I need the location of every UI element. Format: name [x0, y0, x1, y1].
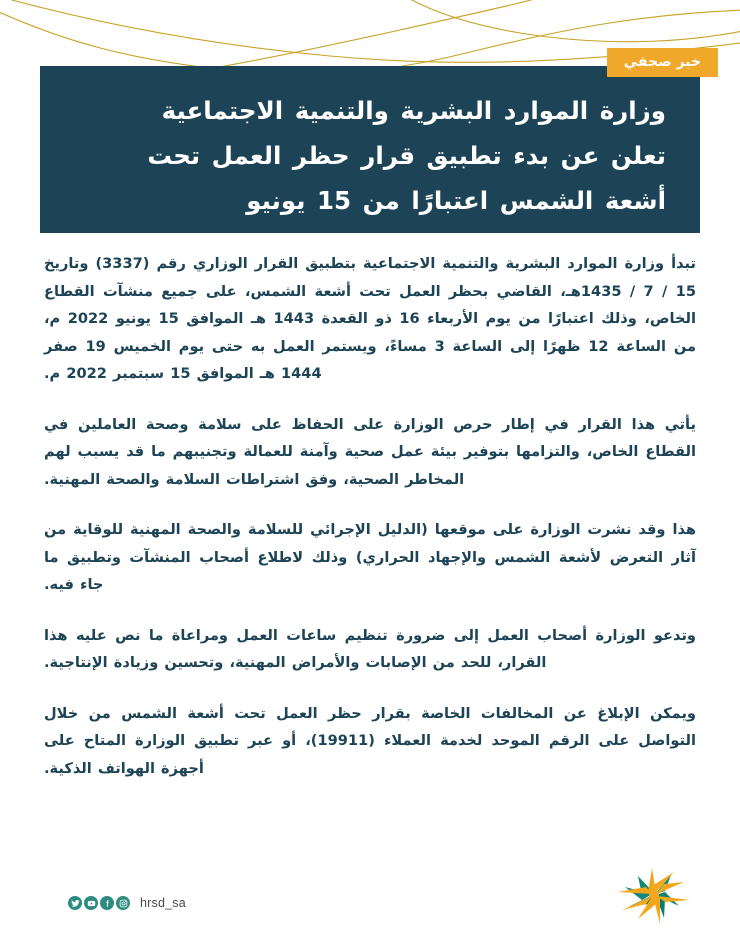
- headline-line-1: وزارة الموارد البشرية والتنمية الاجتماعية: [161, 96, 666, 125]
- page-title: [74, 88, 666, 223]
- paragraph-4: وتدعو الوزارة أصحاب العمل إلى ضرورة تنظيم ساعات العمل ومراعاة ما نص عليه هذا القرار، للحد من الإصابات والأمراض المهنية، وتحسين وزيادة الإنتاجية.: [44, 626, 696, 671]
- headline-line-2: تعلن عن بدء تطبيق قرار حظر العمل تحت: [147, 141, 666, 170]
- header-banner: [40, 66, 700, 233]
- paragraph-5: ويمكن الإبلاغ عن المخالفات الخاصة بقرار حظر العمل تحت أشعة الشمس من خلال التواصل على الرقم الموحد لخدمة العملاء (19911)، أو عبر تطبيق الوزارة المتاح على أجهزة الهواتف الذكية.: [44, 704, 696, 777]
- facebook-icon[interactable]: [100, 896, 114, 910]
- body-content: [44, 250, 696, 782]
- paragraph-3: هذا وقد نشرت الوزارة على موقعها (الدليل الإجرائي للسلامة والصحة المهنية للوقاية من آثار التعرض لأشعة الشمس والإجهاد الحراري) وذلك لاطلاع أصحاب المنشآت وتطبيق ما جاء فيه.: [44, 521, 696, 593]
- ministry-logo: [608, 864, 700, 926]
- youtube-icon[interactable]: [84, 896, 98, 910]
- press-release-badge: خبر صحفي: [607, 48, 718, 77]
- instagram-icon[interactable]: [116, 896, 130, 910]
- paragraph-1: تبدأ وزارة الموارد البشرية والتنمية الاجتماعية بتطبيق القرار الوزاري رقم (3337) وتاريخ 15 / 7 / 1435هـ، القاضي بحظر العمل تحت أشعة الشمس، على جميع منشآت القطاع الخاص، وذلك اعتبارًا من يوم الأربعاء 16 ذو القعدة 1443 هـ الموافق 15 يونيو 2022 م، من الساعة 12 ظهرًا إلى الساعة 3 مساءً، ويستمر العمل به حتى يوم الخميس 19 صفر 1444 هـ الموافق 15 سبتمبر 2022 م.: [44, 255, 696, 382]
- paragraph-2: يأتي هذا القرار في إطار حرص الوزارة على الحفاظ على سلامة وصحة العاملين في القطاع الخاص، والتزامها بتوفير بيئة عمل صحية وآمنة للعمالة وتجنيبهم ما قد يسبب لهم المخاطر الصحية، وفق اشتراطات السلامة والصحة المهنية.: [44, 415, 696, 488]
- twitter-icon[interactable]: [68, 896, 82, 910]
- headline-line-3: أشعة الشمس اعتبارًا من 15 يونيو: [246, 186, 666, 215]
- social-handle[interactable]: hrsd_sa: [140, 896, 186, 910]
- footer: [0, 854, 740, 944]
- social-links: [68, 896, 186, 910]
